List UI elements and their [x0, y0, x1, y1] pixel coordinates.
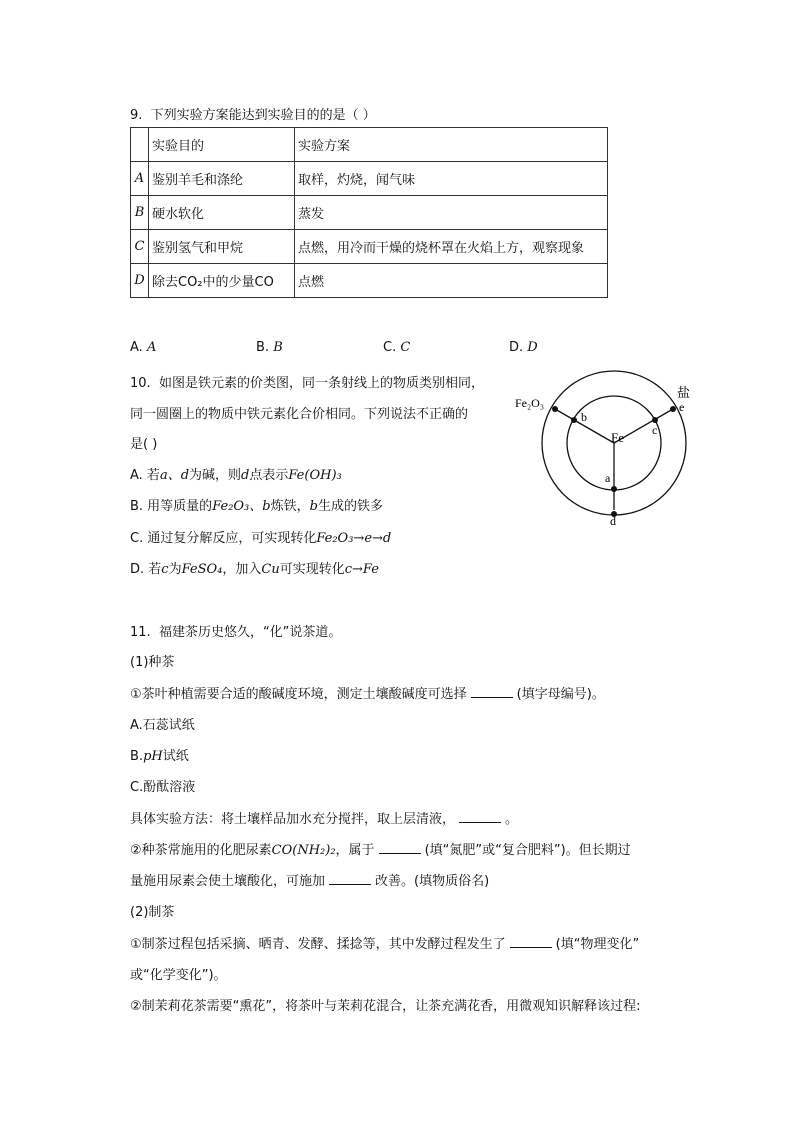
q10-stem-line2: 同一圆圈上的物质中铁元素化合价相同。下列说法不正确的 — [130, 407, 469, 422]
header-cell: 实验目的 — [149, 128, 295, 162]
row-method: 点燃 — [295, 264, 608, 298]
point-a — [611, 486, 617, 492]
row-letter: D — [131, 264, 149, 298]
table-row — [131, 230, 608, 264]
point-e — [670, 406, 676, 412]
row-method: 点燃，用冷而干燥的烧杯罩在火焰上方，观察现象 — [295, 230, 608, 264]
label-c: c — [652, 423, 658, 437]
q9-option-b[interactable]: B. B — [256, 340, 283, 355]
row-method: 取样，灼烧，闻气味 — [295, 162, 608, 196]
answer-blank[interactable] — [329, 872, 371, 885]
label-salt: 盐 — [677, 385, 691, 400]
row-purpose: 鉴别羊毛和涤纶 — [149, 162, 295, 196]
q11-item4: ②制茉莉花茶需要“熏花”，将茶叶与茉莉花混合，让茶充满花香，用微观知识解释该过程: — [130, 999, 641, 1014]
q11-item3-line1: ①制茶过程包括采摘、晒青、发酵、揉捻等，其中发酵过程发生了 (填“物理变化” — [130, 937, 640, 952]
answer-blank[interactable] — [459, 810, 501, 823]
header-cell: 实验方案 — [295, 128, 608, 162]
answer-blank[interactable] — [510, 935, 552, 948]
table-row — [131, 196, 608, 230]
q9-option-a[interactable]: A. A — [130, 340, 157, 355]
table-row — [131, 264, 608, 298]
q10-option-b[interactable]: B. 用等质量的Fe₂O₃、b炼铁，b生成的铁多 — [130, 499, 383, 514]
row-letter: C — [131, 230, 149, 264]
q11-option-c: C.酚酞溶液 — [130, 780, 196, 795]
answer-blank[interactable] — [379, 841, 421, 854]
q9-option-c[interactable]: C. C — [383, 340, 411, 355]
q11-item2-line2: 量施用尿素会使土壤酸化，可施加 改善。(填物质俗名) — [130, 874, 490, 889]
label-e: e — [679, 400, 685, 414]
q10-stem-line1: 10. 如图是铁元素的价类图，同一条射线上的物质类别相同， — [130, 376, 484, 391]
q11-option-a: A.石蕊试纸 — [130, 718, 195, 733]
header-cell — [131, 128, 149, 162]
row-method: 蒸发 — [295, 196, 608, 230]
table-header-row — [131, 128, 608, 162]
label-a: a — [605, 471, 611, 485]
q10-option-c[interactable]: C. 通过复分解反应，可实现转化Fe₂O₃→e→d — [130, 531, 392, 546]
q10-stem-line3: 是( ) — [130, 437, 158, 452]
q11-item2-line1: ②种茶常施用的化肥尿素CO(NH₂)₂，属于 (填“氮肥”或“复合肥料”)。但长期过 — [130, 843, 631, 858]
row-letter: B — [131, 196, 149, 230]
q10-option-d[interactable]: D. 若c为FeSO₄，加入Cu可实现转化c→Fe — [130, 562, 379, 577]
q10-option-a[interactable]: A. 若a、d为碱，则d点表示Fe(OH)₃ — [130, 468, 342, 483]
answer-blank[interactable] — [471, 685, 513, 698]
label-d: d — [610, 514, 616, 528]
row-purpose: 除去CO₂中的少量CO — [149, 264, 295, 298]
q11-part2-title: (2)制茶 — [130, 905, 175, 920]
label-fe: Fe — [611, 430, 624, 445]
q9-table — [130, 127, 608, 298]
row-letter: A — [131, 162, 149, 196]
label-fe2o3: Fe₂O₃ — [515, 396, 545, 410]
table-row — [131, 162, 608, 196]
point-b — [571, 417, 577, 423]
row-purpose: 硬水软化 — [149, 196, 295, 230]
label-b: b — [581, 410, 587, 424]
q11-item1: ①茶叶种植需要合适的酸碱度环境，测定土壤酸碱度可选择 (填字母编号)。 — [130, 687, 605, 702]
q11-stem: 11. 福建茶历史悠久，“化”说茶道。 — [130, 625, 342, 640]
q9-stem: 9. 下列实验方案能达到实验目的的是（ ） — [130, 108, 376, 123]
q11-item3-line2: 或“化学变化”)。 — [130, 968, 227, 983]
q11-part1-title: (1)种茶 — [130, 655, 175, 670]
row-purpose: 鉴别氢气和甲烷 — [149, 230, 295, 264]
q11-method: 具体实验方法：将土壤样品加水充分搅拌，取上层清液， 。 — [130, 812, 519, 827]
q11-option-b: B.pH试纸 — [130, 749, 189, 764]
point-fe2o3 — [552, 406, 558, 412]
q9-option-d[interactable]: D. D — [509, 340, 538, 355]
iron-valence-diagram — [508, 368, 708, 533]
